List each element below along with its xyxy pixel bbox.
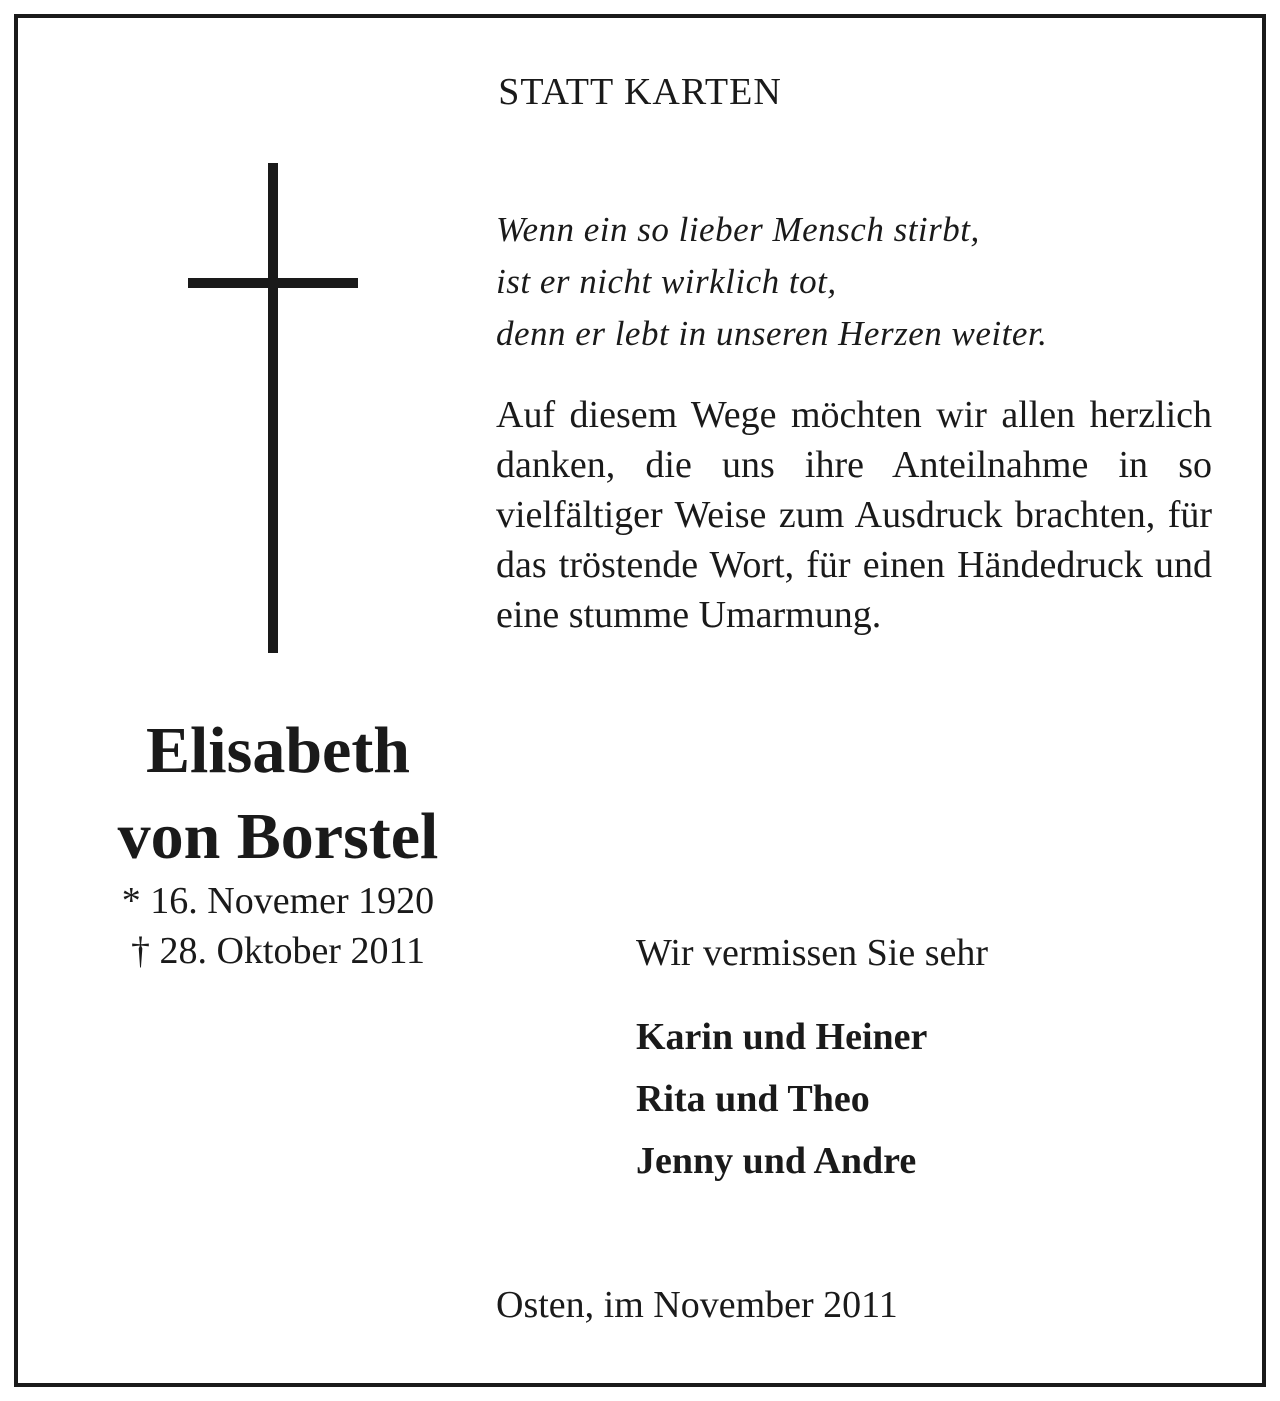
cross-icon [188,163,358,653]
life-dates [58,876,498,976]
poem [496,204,1216,360]
poem-line: Wenn ein so lieber Mensch stirbt, [496,210,980,249]
mourner-name: Rita und Theo [636,1078,870,1120]
place-and-date: Osten, im November 2011 [496,1284,898,1326]
cross-vertical-bar [268,163,278,653]
deceased-last-name: von Borstel [117,800,439,873]
deceased-name [58,708,498,880]
death-date: † 28. Oktober 2011 [130,930,426,972]
closing-line: Wir vermissen Sie sehr [636,932,989,974]
birth-date: * 16. Novemer 1920 [121,880,435,922]
obituary-frame [14,14,1266,1387]
thanks-paragraph: Auf diesem Wege möchten wir allen herzlich danken, die uns ihre Anteilnahme in so vielfältiger Weise zum Ausdruck brachten, für das tröstende Wort, für einen Händedruck und eine stumme Umarmung. [496,394,1212,636]
notice-header: STATT KARTEN [498,71,782,113]
poem-line: denn er lebt in unseren Herzen weiter. [496,314,1048,353]
mourners-list [636,1006,927,1192]
deceased-first-name: Elisabeth [145,714,411,787]
mourner-name: Jenny und Andre [636,1140,917,1182]
poem-line: ist er nicht wirklich tot, [496,262,837,301]
cross-horizontal-bar [188,278,358,288]
mourner-name: Karin und Heiner [636,1016,928,1058]
